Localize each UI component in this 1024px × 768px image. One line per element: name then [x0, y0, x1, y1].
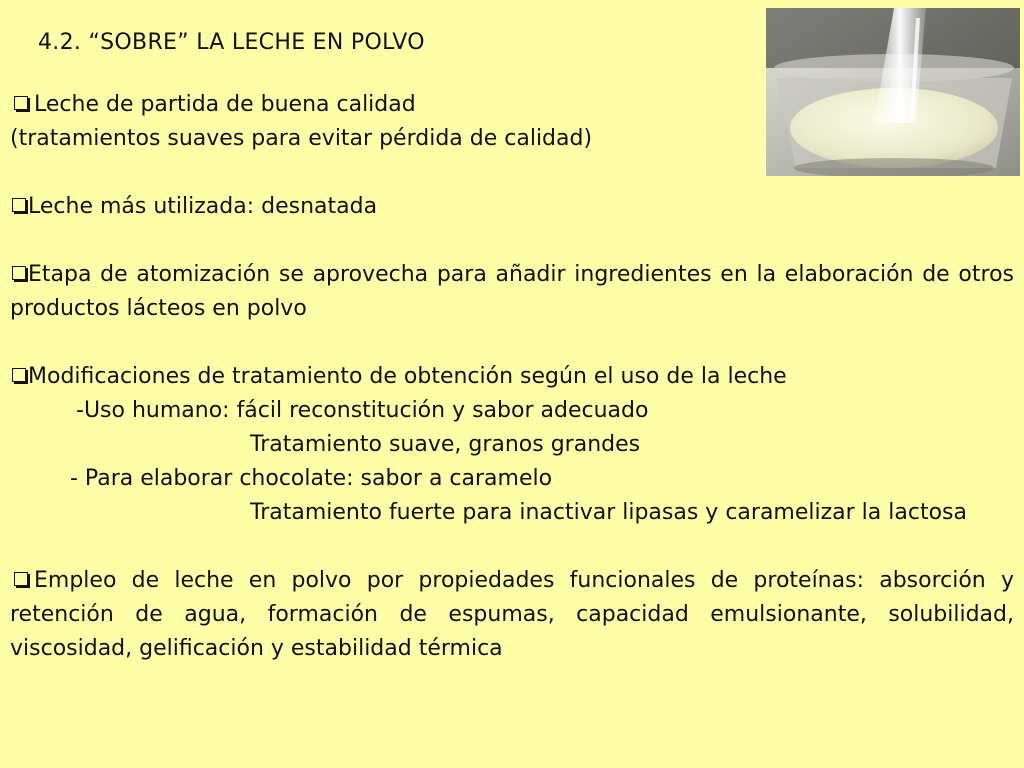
slide-title: 4.2. “SOBRE” LA LECHE EN POLVO — [38, 30, 425, 55]
slide-body — [10, 88, 1014, 666]
bullet-3-text: Etapa de atomización se aprovecha para añadir ingredientes en la elaboración de otros productos lácteos en polvo — [10, 262, 1014, 321]
bullet-4 — [10, 360, 1014, 530]
bullet-1-line-2: (tratamientos suaves para evitar pérdida de calidad) — [10, 126, 593, 151]
checkbox-bullet-icon — [12, 266, 26, 280]
bullet-2 — [10, 190, 1014, 224]
bullet-1 — [10, 88, 1014, 156]
checkbox-bullet-icon — [14, 96, 28, 110]
bullet-4-sub-2-detail: Tratamiento fuerte para inactivar lipasas y caramelizar la lactosa — [250, 500, 967, 525]
bullet-2-text: Leche más utilizada: desnatada — [28, 194, 378, 219]
bullet-5 — [10, 564, 1014, 666]
checkbox-bullet-icon — [12, 198, 26, 212]
checkbox-bullet-icon — [14, 572, 28, 586]
bullet-1-line-1: Leche de partida de buena calidad — [34, 92, 416, 117]
bullet-4-text: Modificaciones de tratamiento de obtención según el uso de la leche — [28, 364, 787, 389]
bullet-3 — [10, 258, 1014, 326]
bullet-5-text: Empleo de leche en polvo por propiedades funcionales de proteínas: absorción y retención de agua, formación de espumas, capacidad emulsionante, solubilidad, viscosidad, gelificación y estabilidad térmica — [10, 568, 1014, 661]
checkbox-bullet-icon — [12, 368, 26, 382]
bullet-4-sub-1: -Uso humano: fácil reconstitución y sabor adecuado — [76, 398, 649, 423]
bullet-4-sub-2: - Para elaborar chocolate: sabor a caramelo — [70, 466, 553, 491]
bullet-4-sub-1-detail: Tratamiento suave, granos grandes — [250, 432, 641, 457]
